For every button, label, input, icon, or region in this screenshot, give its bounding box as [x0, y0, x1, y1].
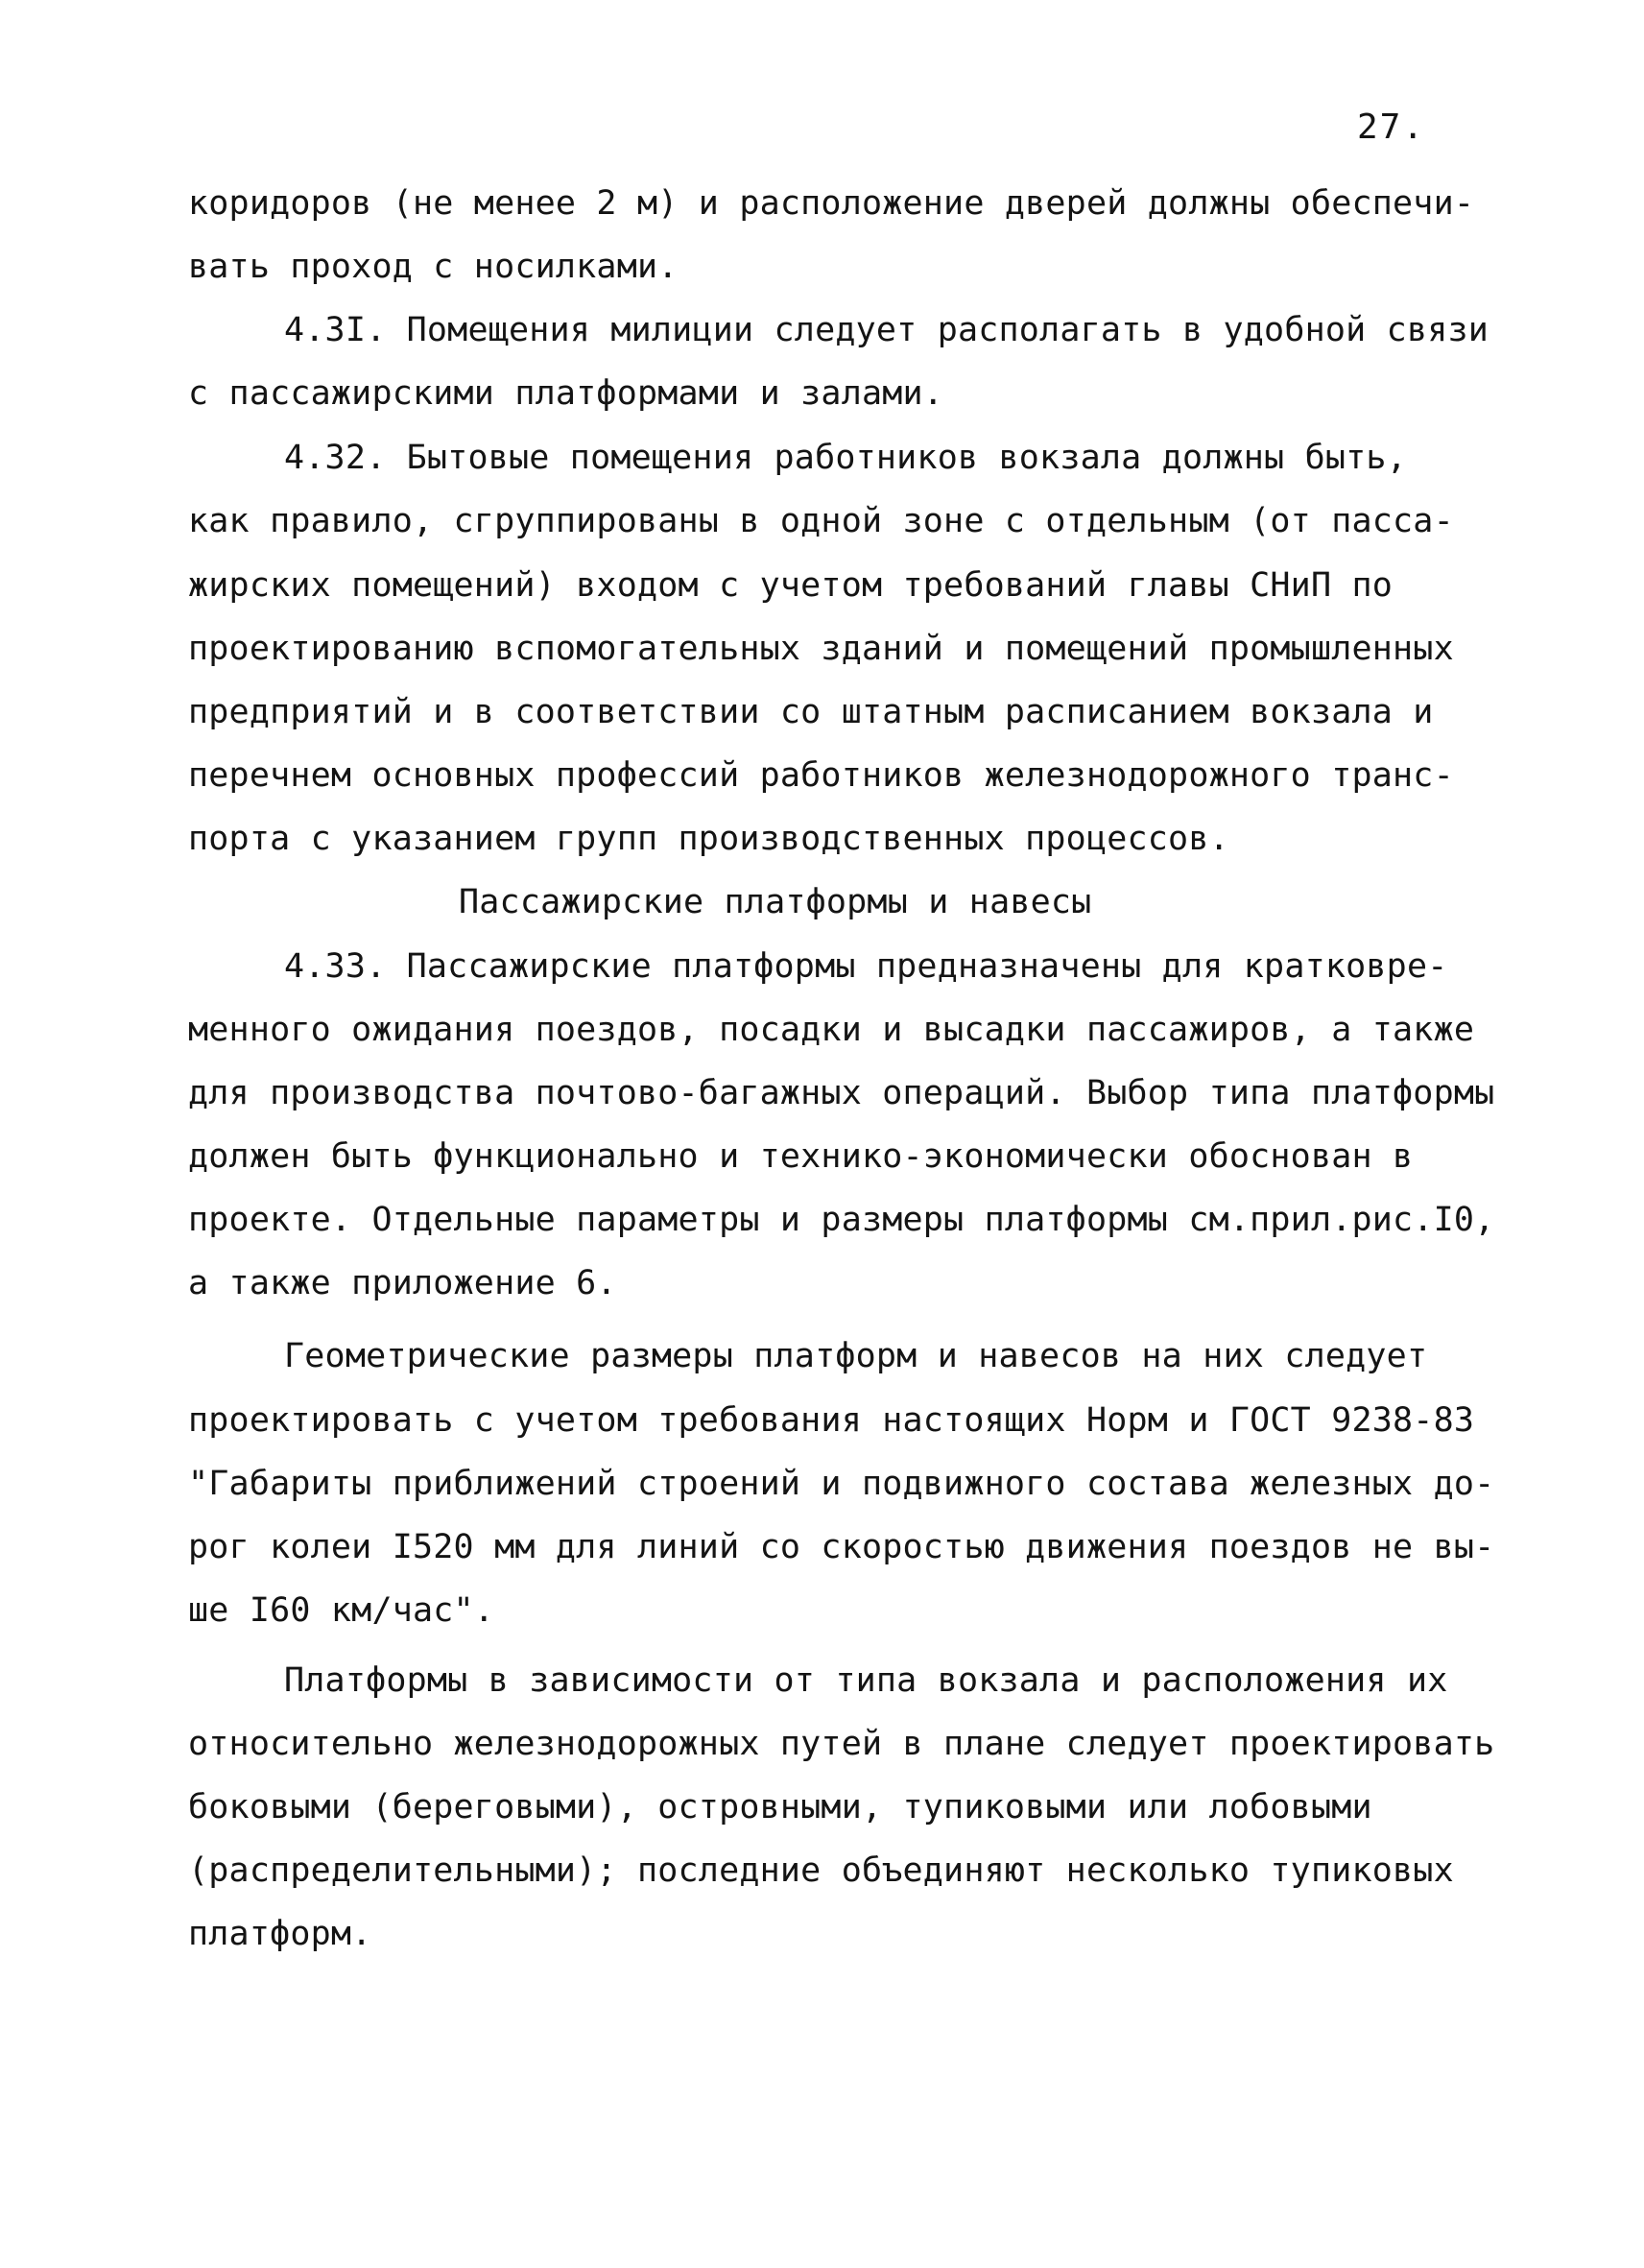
text-line: Геометрические размеры платформ и навесов на них следует	[284, 1337, 1428, 1375]
page-number: 27.	[1356, 107, 1425, 147]
text-line: 4.3I. Помещения милиции следует располагать в удобной связи	[284, 311, 1489, 349]
text-line: жирских помещений) входом с учетом требований главы СНиП по	[188, 566, 1394, 605]
text-line: проекте. Отдельные параметры и размеры платформы см.прил.рис.I0,	[188, 1201, 1495, 1239]
text-line: коридоров (не менее 2 м) и расположение дверей должны обеспечи-	[188, 184, 1475, 223]
text-line: должен быть функционально и технико-экономически обоснован в	[188, 1137, 1414, 1176]
section-heading: Пассажирские платформы и навесы	[459, 883, 1092, 921]
text-line: менного ожидания поездов, посадки и высадки пассажиров, а также	[188, 1011, 1475, 1049]
text-line: 4.33. Пассажирские платформы предназначены для кратковре-	[284, 947, 1448, 986]
text-line: проектировать с учетом требования настоящих Норм и ГОСТ 9238-83	[188, 1401, 1475, 1440]
text-line: (распределительными); последние объединяют несколько тупиковых	[188, 1851, 1454, 1890]
text-line: перечнем основных профессий работников железнодорожного транс-	[188, 756, 1454, 795]
text-line: вать проход с носилками.	[188, 248, 679, 286]
text-line: ше I60 км/час".	[188, 1591, 495, 1630]
text-line: платформ.	[188, 1915, 372, 1953]
text-line: рог колеи I520 мм для линий со скоростью движения поездов не вы-	[188, 1528, 1495, 1566]
text-line: порта с указанием групп производственных процессов.	[188, 820, 1229, 858]
text-line: проектированию вспомогательных зданий и помещений промышленных	[188, 630, 1454, 668]
text-line: Платформы в зависимости от типа вокзала и расположения их	[284, 1661, 1448, 1700]
text-line: относительно железнодорожных путей в плане следует проектировать	[188, 1725, 1495, 1763]
text-line: 4.32. Бытовые помещения работников вокзала должны быть,	[284, 439, 1407, 477]
text-line: "Габариты приближений строений и подвижного состава железных до-	[188, 1465, 1495, 1503]
text-line: предприятий и в соответствии со штатным расписанием вокзала и	[188, 693, 1434, 731]
text-line: с пассажирскими платформами и залами.	[188, 374, 944, 413]
text-line: для производства почтово-багажных операций. Выбор типа платформы	[188, 1074, 1495, 1112]
text-line: боковыми (береговыми), островными, тупиковыми или лобовыми	[188, 1788, 1372, 1826]
text-line: как правило, сгруппированы в одной зоне с отдельным (от пасса-	[188, 502, 1454, 540]
text-line: а также приложение 6.	[188, 1264, 617, 1302]
